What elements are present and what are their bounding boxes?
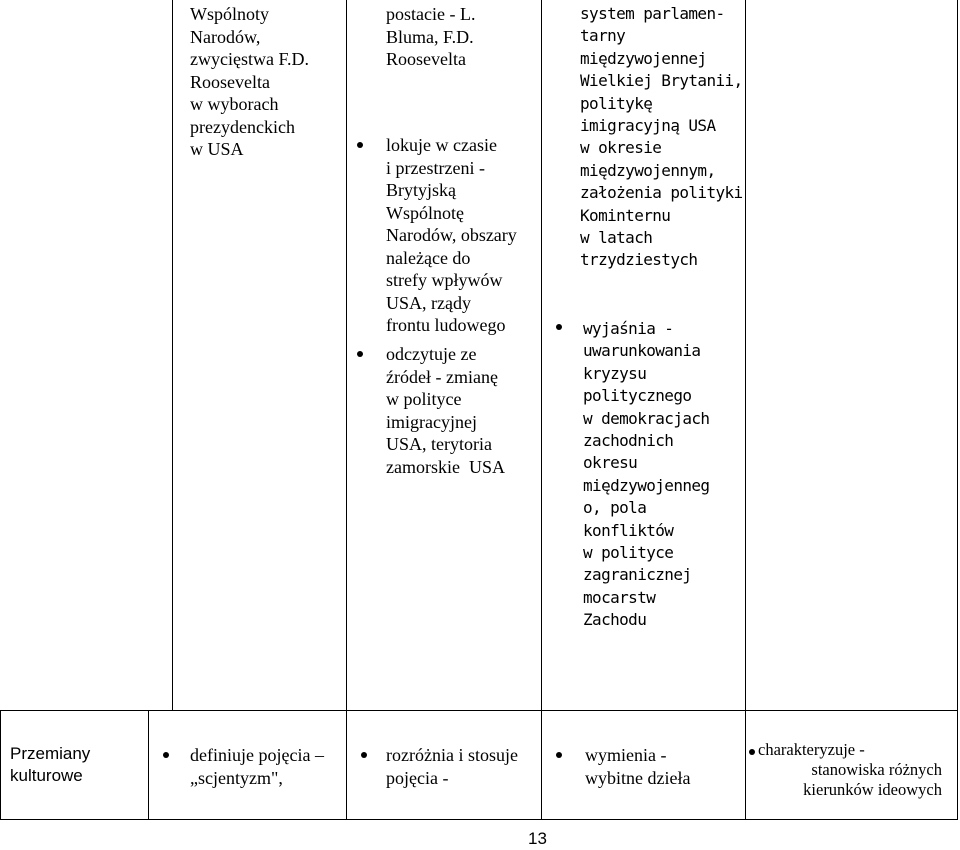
table-row-divider-top — [0, 710, 958, 711]
table-border-bottom-col-1 — [148, 710, 149, 820]
text-line: imigracyjną USA — [580, 116, 716, 136]
text-line: międzywojennej — [580, 48, 707, 68]
text-line: system parlamen- — [580, 4, 725, 23]
text-line: kulturowe — [10, 766, 83, 785]
text-line: Zachodu — [583, 610, 647, 630]
text-line: Brytyjską — [386, 180, 456, 200]
top-row-col2-bullet2 — [386, 343, 505, 478]
text-line: USA, rządy — [386, 292, 471, 313]
text-line: międzywojenneg — [583, 475, 710, 495]
table-border-bottom-col-4 — [745, 710, 746, 820]
text-line: o, pola — [583, 498, 647, 518]
bullet-icon — [163, 752, 169, 758]
bullet-icon — [361, 752, 367, 758]
table-border-bottom-col-3 — [541, 710, 542, 820]
text-line: źródeł - zmianę — [386, 366, 498, 387]
bullet-icon — [357, 142, 363, 148]
bullet-icon — [357, 351, 363, 357]
text-line: politycznego — [583, 386, 692, 406]
text-line: postacie - L. — [386, 4, 476, 24]
text-line: w latach — [580, 228, 653, 248]
text-line: USA, terytoria — [386, 434, 492, 454]
text-line: Narodów, — [190, 26, 261, 47]
bottom-row-col1-text — [190, 744, 324, 789]
top-row-col2-intro — [386, 3, 475, 71]
text-line: i przestrzeni - — [386, 157, 485, 178]
text-line: wybitne dzieła — [585, 767, 691, 788]
text-line: Wspólnoty — [190, 4, 269, 24]
text-line: „scjentyzm", — [190, 767, 283, 788]
text-line: Roosevelta — [386, 49, 466, 69]
text-line: rozróżnia i stosuje — [386, 745, 518, 765]
text-line: zachodnich — [583, 431, 674, 451]
text-line: tarny — [580, 26, 626, 46]
text-line: Wielkiej Brytanii, — [580, 71, 743, 91]
table-border-col-divider-3 — [745, 0, 746, 711]
text-line: Roosevelta — [190, 71, 270, 92]
text-line: trzydziestych — [580, 250, 698, 270]
table-border-left-top — [172, 0, 173, 711]
text-line: w USA — [190, 139, 244, 159]
bottom-row-title — [10, 743, 90, 787]
text-line: konfliktów — [583, 520, 674, 540]
text-line: mocarstw — [583, 587, 656, 607]
text-line: w polityce — [583, 543, 674, 563]
text-line: w polityce — [386, 389, 462, 409]
text-line: należące do — [386, 247, 471, 268]
text-line: Bluma, F.D. — [386, 26, 474, 47]
table-border-col-divider-2 — [541, 0, 542, 711]
text-line: zamorskie USA — [386, 456, 505, 477]
text-line: strefy wpływów — [386, 270, 503, 290]
bottom-row-col3-text — [585, 744, 690, 789]
text-line: Wspólnotę — [386, 202, 464, 223]
table-border-bottom-col-2 — [346, 710, 347, 820]
text-line: frontu ludowego — [386, 315, 506, 335]
bullet-icon — [749, 749, 755, 755]
text-line: w okresie — [580, 138, 662, 158]
text-line: Kominternu — [580, 205, 671, 225]
text-line: w demokracjach — [583, 408, 710, 428]
text-line: imigracyjnej — [386, 411, 477, 432]
text-line: lokuje w czasie — [386, 135, 497, 155]
text-line: politykę — [580, 93, 653, 113]
text-line: wymienia - — [585, 745, 667, 765]
text-line: kierunków ideowych — [803, 780, 942, 799]
top-row-col2-bullet1 — [386, 134, 517, 337]
page-number: 13 — [528, 829, 547, 848]
top-row-col3-intro — [580, 3, 743, 272]
text-line: Narodów, obszary — [386, 225, 517, 245]
text-line: kryzysu — [583, 363, 647, 383]
bottom-row-col4-text — [758, 740, 942, 800]
table-border-col-divider-1 — [346, 0, 347, 711]
text-line: zwycięstwa F.D. — [190, 49, 310, 69]
table-border-right — [957, 0, 958, 820]
text-line: międzywojennym, — [580, 160, 716, 180]
table-border-left-bottom — [0, 710, 1, 820]
text-line: odczytuje ze — [386, 344, 477, 364]
text-line: wyjaśnia - — [583, 319, 674, 338]
text-line: uwarunkowania — [583, 341, 701, 361]
text-line: założenia polityki — [580, 183, 743, 203]
text-line: definiuje pojęcia – — [190, 745, 324, 765]
bottom-row-col2-text — [386, 744, 518, 789]
text-line: zagranicznej — [583, 565, 692, 585]
bullet-icon — [556, 752, 562, 758]
text-line: okresu — [583, 453, 638, 473]
top-row-col1-text — [190, 3, 309, 161]
text-line: charakteryzuje - — [758, 740, 865, 759]
bullet-icon — [556, 324, 562, 330]
text-line: w wyborach — [190, 94, 279, 114]
text-line: pojęcia - — [386, 767, 449, 788]
text-line: stanowiska różnych — [811, 760, 942, 779]
table-border-bottom — [0, 819, 958, 820]
text-line: prezydenckich — [190, 116, 295, 137]
top-row-col3-bullet1 — [583, 318, 709, 632]
text-line: Przemiany — [10, 744, 91, 763]
